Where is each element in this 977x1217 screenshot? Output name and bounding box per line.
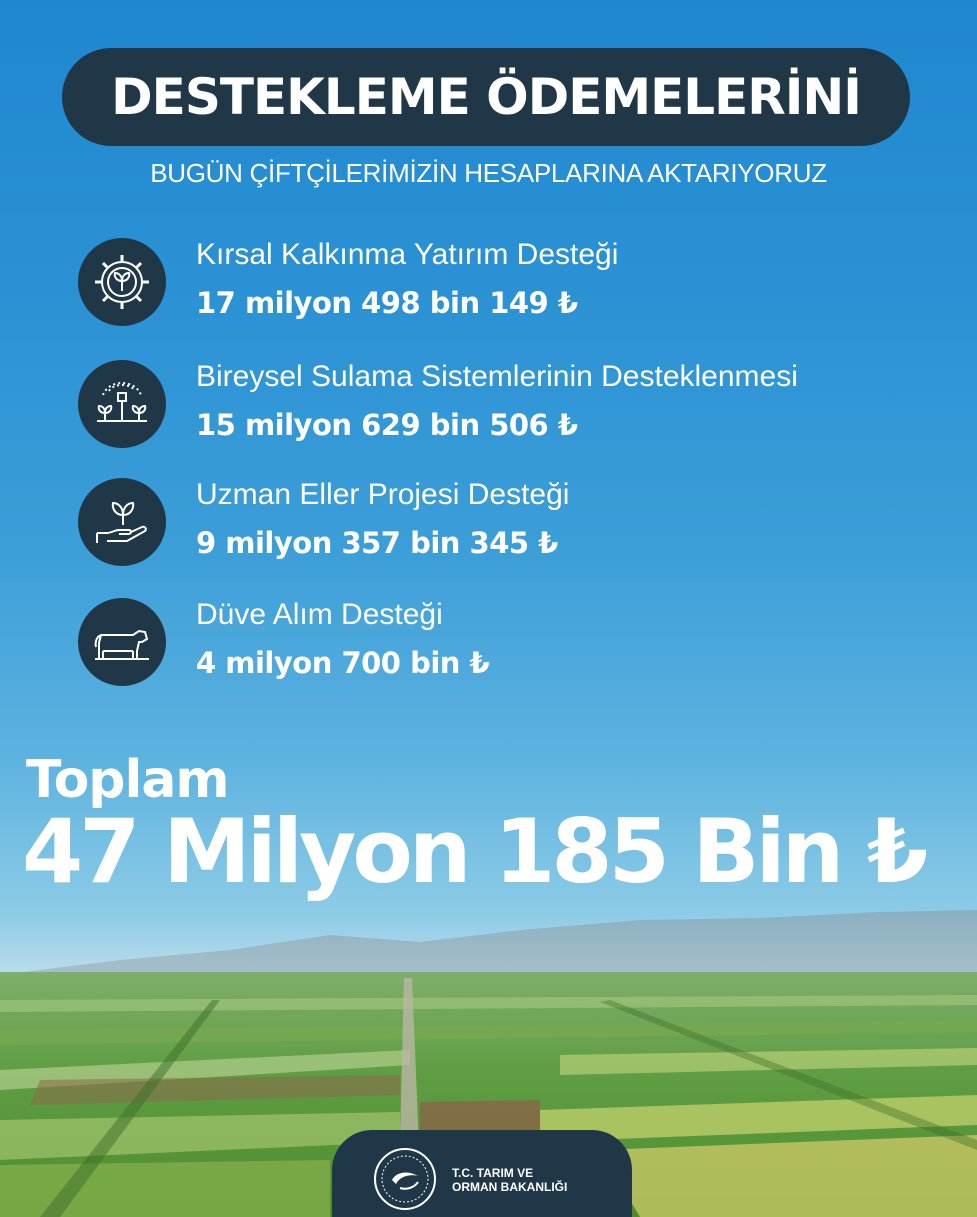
gear-sprout-icon [78,238,166,326]
ministry-name [452,1166,622,1194]
page-title: DESTEKLEME ÖDEMELERİNİ [111,68,861,126]
item-label: Uzman Eller Projesi Desteği [196,478,570,511]
list-item [78,478,938,578]
ministry-logo [332,1130,632,1217]
item-amount: 15 milyon 629 bin 506 ₺ [196,408,578,442]
list-item [78,360,938,460]
item-amount: 17 milyon 498 bin 149 ₺ [196,286,578,320]
title-banner [62,48,910,146]
list-item [78,238,938,338]
ministry-emblem-icon [370,1144,440,1214]
ministry-name-line2: ORMAN BAKANLIĞI [452,1180,568,1194]
item-label: Bireysel Sulama Sistemlerinin Desteklenmesi [196,360,798,393]
item-label: Kırsal Kalkınma Yatırım Desteği [196,238,619,271]
item-amount: 9 milyon 357 bin 345 ₺ [196,526,558,560]
item-label: Düve Alım Desteği [196,598,443,631]
cow-icon [78,598,166,686]
total-amount: 47 Milyon 185 Bin ₺ [22,800,925,903]
ministry-name-line1: T.C. TARIM VE [452,1166,534,1180]
list-item [78,598,938,698]
total-label: Toplam [26,750,229,810]
hand-sprout-icon [78,478,166,566]
sprinkler-icon [78,360,166,448]
page-subtitle: BUGÜN ÇİFTÇİLERİMİZİN HESAPLARINA AKTARIYORUZ [150,158,827,188]
item-amount: 4 milyon 700 bin ₺ [196,646,490,680]
